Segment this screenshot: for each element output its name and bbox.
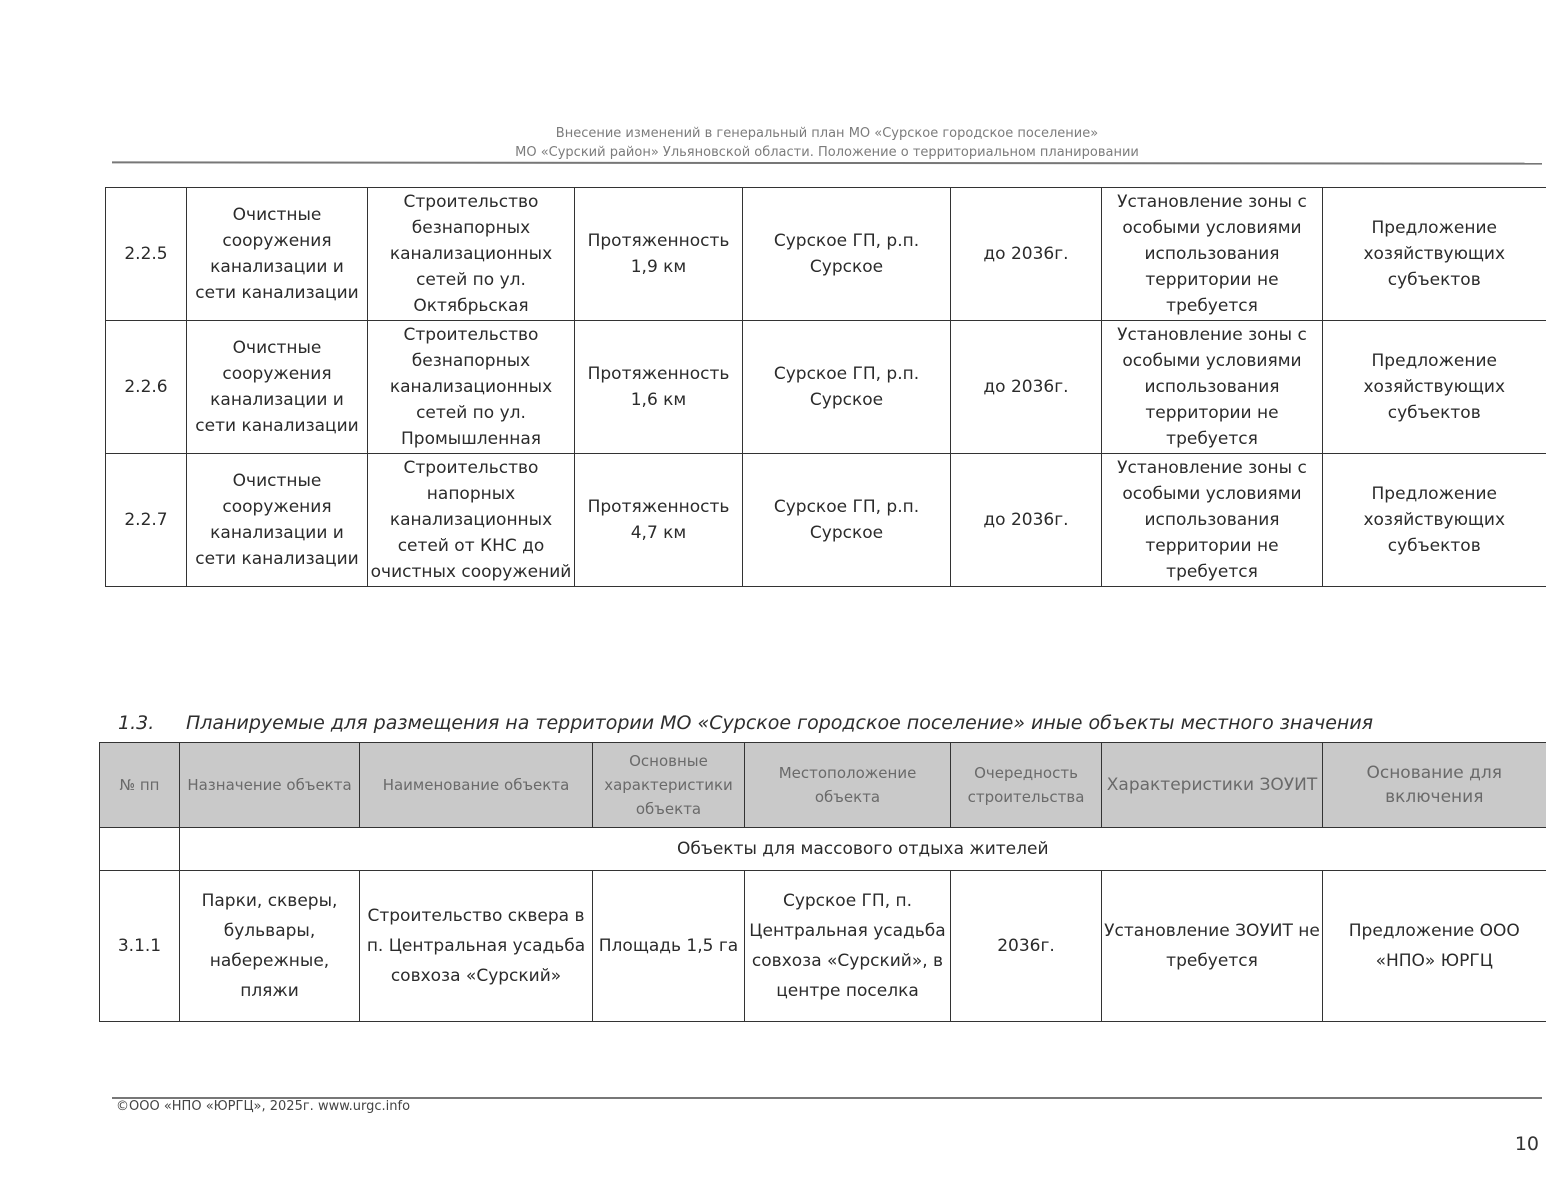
header-name: Наименование объекта [360,743,593,828]
table-header-row [100,743,1546,828]
construction-term: до 2036г. [951,188,1102,321]
section-heading [118,712,1548,734]
inclusion-basis: Предложение хозяйствующих субъектов [1323,321,1546,454]
construction-term: до 2036г. [951,321,1102,454]
object-characteristics: Протяженность 1,6 км [575,321,743,454]
zouit-characteristics: Установление ЗОУИТ не требуется [1102,871,1323,1022]
document-header [112,124,1542,162]
header-line-2: МО «Сурский район» Ульяновской области. Положение о территориальном планировании [515,145,1139,160]
header-rule [112,161,1542,164]
inclusion-basis: Предложение хозяйствующих субъектов [1323,454,1546,587]
table-row [106,321,1546,454]
zouit-characteristics: Установление зоны с особыми условиями использования территории не требуется [1102,188,1323,321]
header-characteristics: Основные характеристики объекта [593,743,745,828]
object-location: Сурское ГП, р.п. Сурское [743,454,951,587]
group-title: Объекты для массового отдыха жителей [180,828,1546,871]
section-title: Планируемые для размещения на территории МО «Сурское городское поселение» иные объекты местного значения [186,712,1374,734]
construction-term: 2036г. [951,871,1102,1022]
inclusion-basis: Предложение хозяйствующих субъектов [1323,188,1546,321]
table-row [106,188,1546,321]
header-zouit: Характеристики ЗОУИТ [1102,743,1323,828]
object-purpose: Парки, скверы, бульвары, набережные, пляжи [180,871,360,1022]
footer-copyright: ©ООО «НПО «ЮРГЦ», 2025г. www.urgc.info [116,1099,411,1114]
object-characteristics: Площадь 1,5 га [593,871,745,1022]
object-purpose: Очистные сооружения канализации и сети канализации [187,454,368,587]
row-number: 2.2.5 [106,188,187,321]
table-row [106,454,1546,587]
row-number: 2.2.6 [106,321,187,454]
local-objects-table [99,742,1546,1022]
object-name: Строительство безнапорных канализационных сетей по ул. Октябрьская [368,188,575,321]
header-purpose: Назначение объекта [180,743,360,828]
object-location: Сурское ГП, р.п. Сурское [743,188,951,321]
header-term: Очередность строительства [951,743,1102,828]
construction-term: до 2036г. [951,454,1102,587]
object-characteristics: Протяженность 4,7 км [575,454,743,587]
header-num: № пп [100,743,180,828]
object-characteristics: Протяженность 1,9 км [575,188,743,321]
page-number: 10 [1514,1133,1539,1155]
section-number: 1.3. [118,712,155,734]
object-location: Сурское ГП, р.п. Сурское [743,321,951,454]
object-name: Строительство напорных канализационных сетей от КНС до очистных сооружений [368,454,575,587]
object-purpose: Очистные сооружения канализации и сети канализации [187,188,368,321]
group-row [100,828,1546,871]
sewerage-objects-table [105,187,1546,587]
row-number: 2.2.7 [106,454,187,587]
table-row [100,871,1546,1022]
object-purpose: Очистные сооружения канализации и сети канализации [187,321,368,454]
inclusion-basis: Предложение ООО «НПО» ЮРГЦ [1323,871,1546,1022]
object-name: Строительство безнапорных канализационных сетей по ул. Промышленная [368,321,575,454]
row-number: 3.1.1 [100,871,180,1022]
group-empty-cell [100,828,180,871]
header-location: Местоположение объекта [745,743,951,828]
zouit-characteristics: Установление зоны с особыми условиями использования территории не требуется [1102,321,1323,454]
object-location: Сурское ГП, п. Центральная усадьба совхоза «Сурский», в центре поселка [745,871,951,1022]
header-basis: Основание для включения [1323,743,1546,828]
zouit-characteristics: Установление зоны с особыми условиями использования территории не требуется [1102,454,1323,587]
object-name: Строительство сквера в п. Центральная усадьба совхоза «Сурский» [360,871,593,1022]
header-line-1: Внесение изменений в генеральный план МО «Сурское городское поселение» [555,126,1099,141]
